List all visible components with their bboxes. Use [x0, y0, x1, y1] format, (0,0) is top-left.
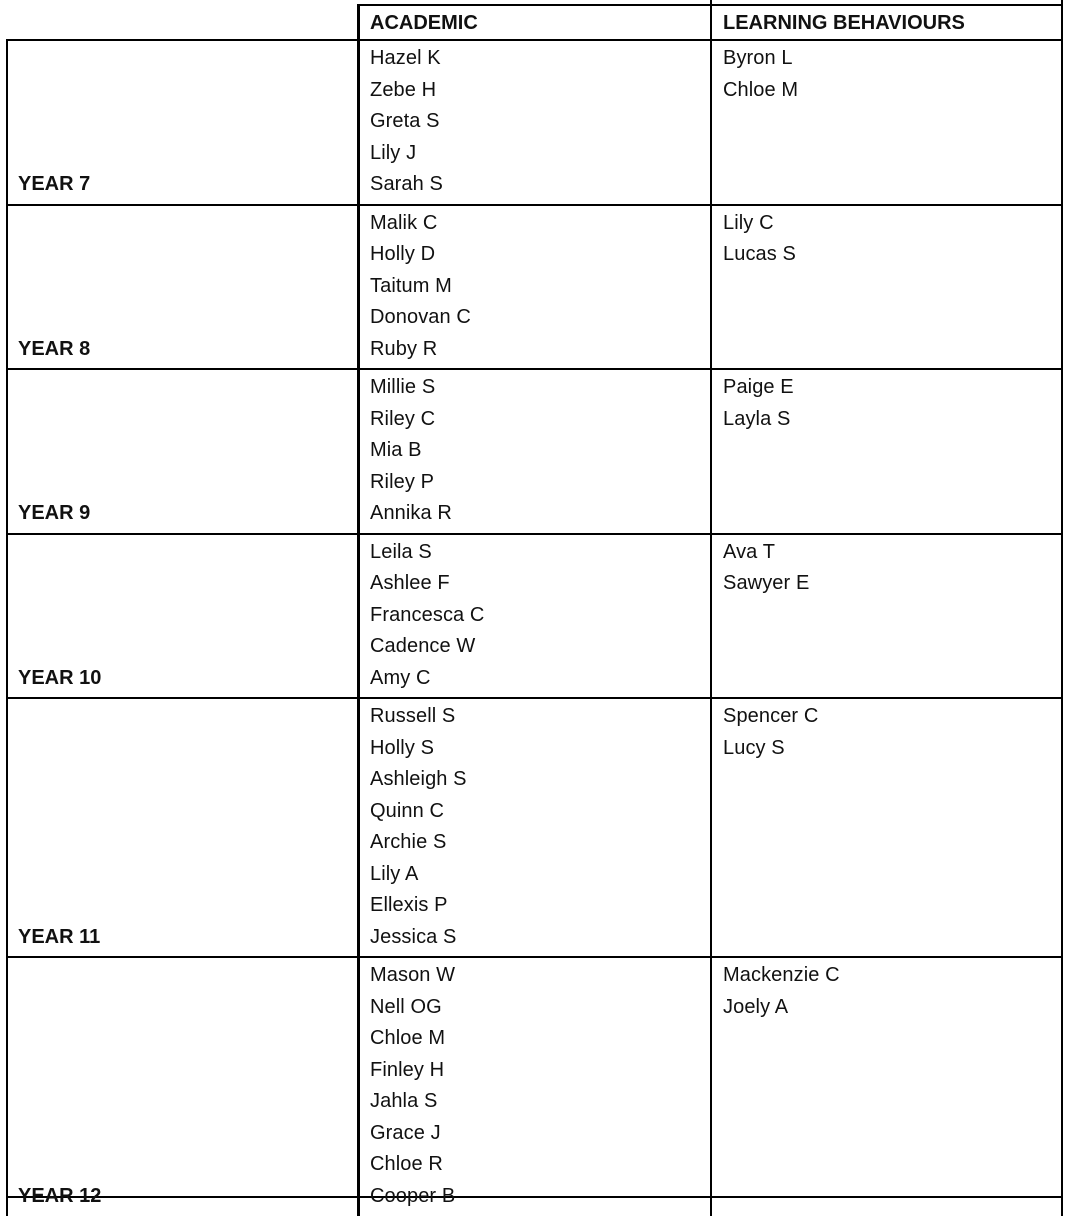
year-label: YEAR 12 [18, 1184, 102, 1207]
learning-behaviours-student-name: Mackenzie C [723, 964, 840, 986]
learning-behaviours-student-name: Ava T [723, 540, 776, 563]
header-right-border [1061, 0, 1063, 40]
column-divider [357, 534, 360, 699]
academic-student-name: Malik C [370, 211, 438, 234]
row-border [6, 39, 1063, 41]
academic-student-name: Archie S [370, 831, 447, 853]
academic-student-name: Quinn C [370, 799, 445, 822]
academic-column-header: ACADEMIC [370, 12, 478, 34]
header-divider [710, 0, 712, 40]
table-bottom-border [6, 1196, 1063, 1198]
academic-student-name: Cadence W [370, 635, 476, 657]
table-left-border [6, 957, 8, 1216]
academic-student-name: Zebe H [370, 78, 437, 101]
column-divider [357, 957, 360, 1216]
row-border [6, 533, 1063, 535]
academic-student-name: Riley P [370, 470, 435, 493]
learning-behaviours-student-name: Chloe M [723, 78, 799, 101]
academic-student-name: Francesca C [370, 603, 485, 626]
table-right-border [1061, 40, 1063, 205]
learning-behaviours-student-name: Paige E [723, 376, 794, 398]
academic-student-name: Lily A [370, 862, 419, 885]
column-divider [357, 369, 360, 534]
column-divider [710, 40, 712, 205]
academic-student-name: Jessica S [370, 925, 457, 948]
table-left-border [6, 40, 8, 205]
academic-student-name: Mia B [370, 439, 422, 461]
learning-behaviours-student-name: Lucas S [723, 243, 796, 265]
column-divider [710, 698, 712, 957]
learning-behaviours-student-name: Lily C [723, 211, 774, 234]
year-label: YEAR 11 [18, 925, 101, 948]
row-border [6, 697, 1063, 699]
academic-student-name: Ashlee F [370, 572, 450, 594]
learning-behaviours-student-name: Lucy S [723, 736, 785, 759]
academic-student-name: Mason W [370, 964, 456, 986]
academic-student-name: Millie S [370, 376, 436, 398]
column-divider [710, 369, 712, 534]
learning-behaviours-student-name: Joely A [723, 995, 789, 1018]
academic-student-name: Greta S [370, 110, 440, 132]
academic-student-name: Chloe R [370, 1153, 443, 1175]
column-divider [357, 698, 360, 957]
year-label: YEAR 9 [18, 502, 91, 524]
academic-student-name: Taitum M [370, 274, 452, 297]
academic-student-name: Grace J [370, 1121, 441, 1144]
learning-behaviours-student-name: Spencer C [723, 705, 819, 727]
academic-student-name: Holly S [370, 736, 435, 759]
learning-behaviours-column-header: LEARNING BEHAVIOURS [723, 12, 965, 34]
table-right-border [1061, 957, 1063, 1216]
learning-behaviours-student-name: Sawyer E [723, 572, 810, 594]
column-divider [357, 205, 360, 370]
academic-student-name: Ashleigh S [370, 768, 467, 790]
academic-student-name: Jahla S [370, 1090, 438, 1112]
academic-student-name: Nell OG [370, 995, 442, 1018]
learning-behaviours-student-name: Layla S [723, 407, 791, 430]
table-left-border [6, 205, 8, 370]
academic-student-name: Donovan C [370, 306, 471, 328]
column-divider [357, 40, 360, 205]
year-label: YEAR 10 [18, 666, 102, 689]
academic-student-name: Ellexis P [370, 894, 448, 916]
learning-behaviours-student-name: Byron L [723, 47, 793, 69]
table-right-border [1061, 205, 1063, 370]
academic-student-name: Amy C [370, 666, 431, 689]
academic-student-name: Chloe M [370, 1027, 446, 1049]
column-divider [710, 534, 712, 699]
table-right-border [1061, 698, 1063, 957]
table-right-border [1061, 369, 1063, 534]
column-divider [710, 957, 712, 1216]
academic-student-name: Hazel K [370, 47, 441, 69]
year-label: YEAR 7 [18, 173, 91, 195]
academic-student-name: Cooper B [370, 1184, 456, 1207]
row-border [6, 204, 1063, 206]
academic-student-name: Finley H [370, 1058, 445, 1081]
academic-student-name: Russell S [370, 705, 456, 727]
academic-student-name: Holly D [370, 243, 436, 265]
academic-student-name: Leila S [370, 540, 432, 563]
table-left-border [6, 534, 8, 699]
academic-student-name: Sarah S [370, 173, 443, 195]
row-border [6, 956, 1063, 958]
year-label: YEAR 8 [18, 337, 91, 360]
academic-student-name: Riley C [370, 407, 436, 430]
table-right-border [1061, 534, 1063, 699]
header-left-border [357, 4, 360, 40]
table-left-border [6, 369, 8, 534]
table-left-border [6, 698, 8, 957]
academic-student-name: Annika R [370, 502, 452, 524]
column-divider [710, 205, 712, 370]
row-border [6, 368, 1063, 370]
academic-student-name: Ruby R [370, 337, 438, 360]
academic-student-name: Lily J [370, 141, 417, 164]
